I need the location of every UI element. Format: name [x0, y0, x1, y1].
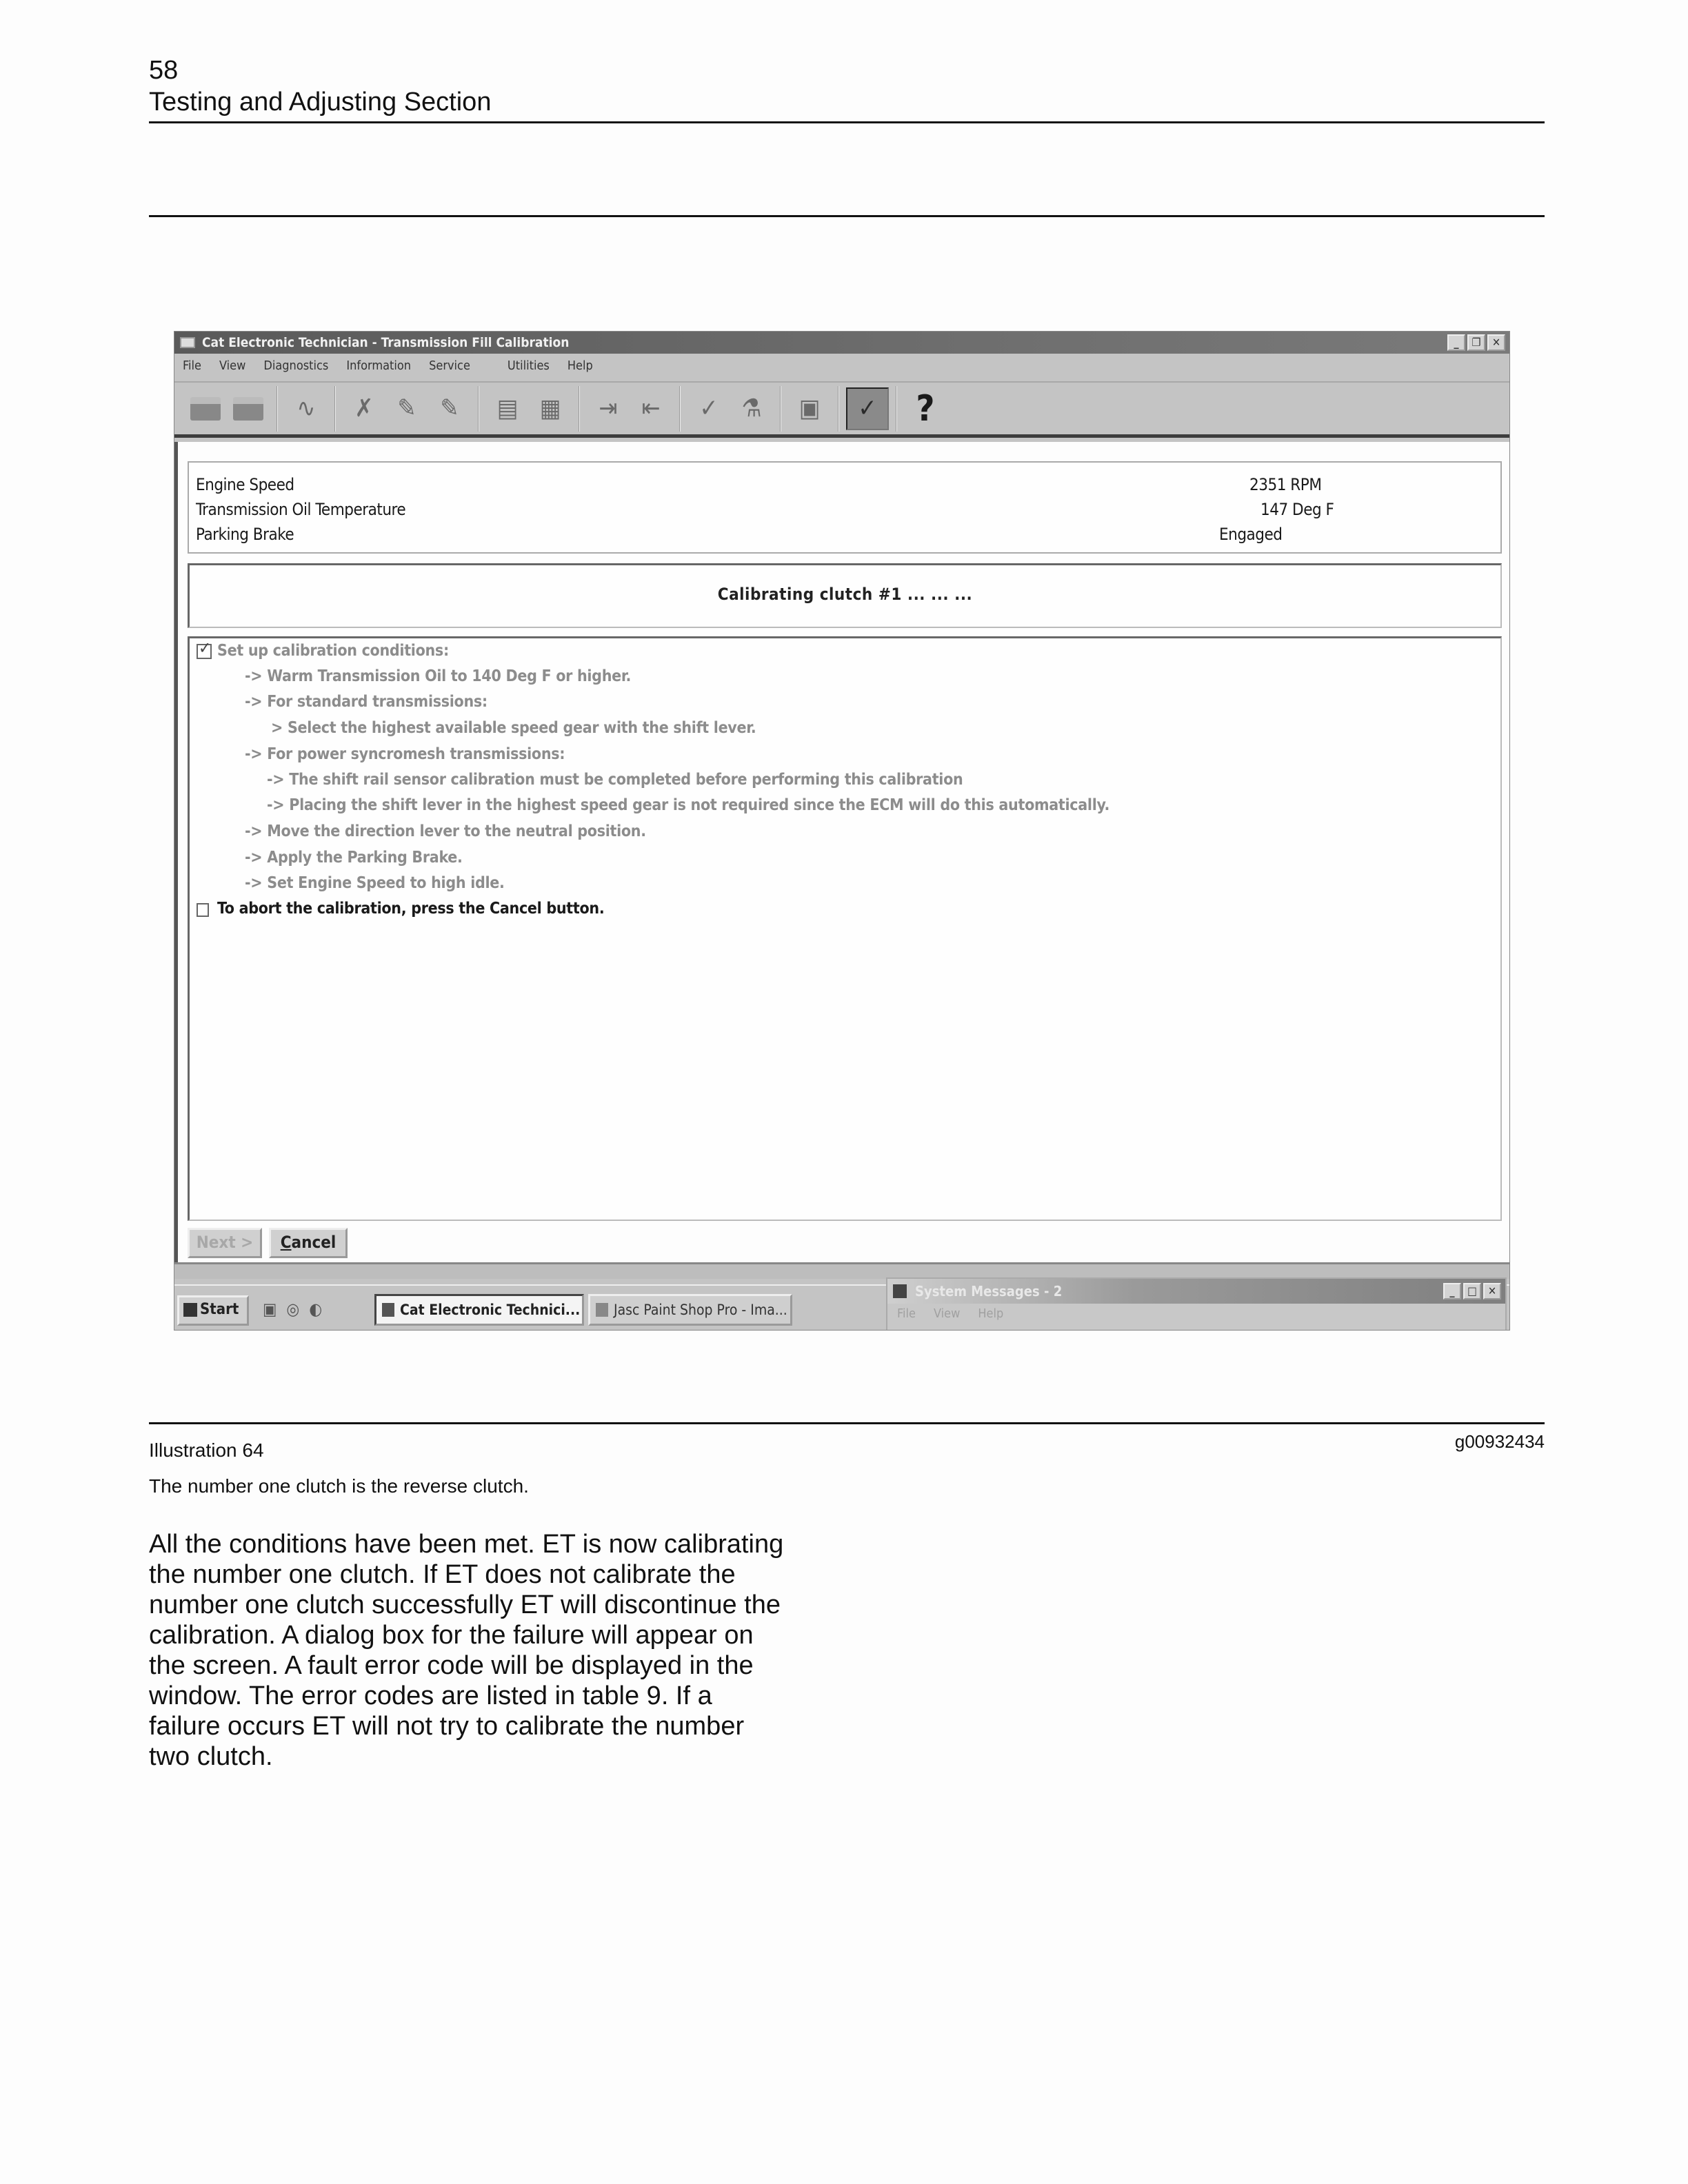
quick-launch — [263, 1300, 322, 1319]
windows-logo-icon — [183, 1303, 197, 1317]
cancel-button[interactable] — [269, 1228, 348, 1258]
step-item: -> For standard transmissions: — [245, 693, 488, 711]
window-controls — [1447, 334, 1505, 351]
step-item: -> For power syncromesh transmissions: — [245, 745, 565, 763]
body-paragraph: All the conditions have been met. ET is now calibrating the number one clutch. If ET does not calibrate the number one clutch successfully ET will discontinue the calibration. A dialog box for the failure will appear on the screen. A fault error code will be displayed in the window. The error codes are listed in table 9. If a failure occurs ET will not try to calibrate the number two clutch. — [149, 1530, 784, 1771]
maximize-icon[interactable]: □ — [1463, 1283, 1481, 1300]
illustration-id: g00932434 — [1454, 1431, 1545, 1452]
help-icon[interactable]: ? — [916, 387, 935, 429]
illustration-label: Illustration 64 — [149, 1439, 264, 1461]
step-item: -> Warm Transmission Oil to 140 Deg F or higher. — [245, 667, 632, 685]
toolbar-separator — [334, 386, 336, 432]
toolbar-separator — [679, 386, 681, 432]
menu-service[interactable]: Service — [429, 358, 470, 373]
step-item-abort: To abort the calibration, press the Cancel button. — [217, 900, 605, 918]
figure-bottom-rule — [149, 1422, 1545, 1424]
start-label: Start — [200, 1301, 239, 1318]
checkbox-unchecked-icon — [197, 903, 209, 917]
toolbar-separator — [780, 386, 781, 432]
paint-shop-icon — [596, 1303, 608, 1317]
param-name: Transmission Oil Temperature — [196, 500, 406, 519]
toolbar-separator — [277, 386, 278, 432]
calibration-panel — [174, 442, 1509, 1262]
event-codes-icon[interactable]: ✎ — [397, 394, 416, 423]
step-item: -> The shift rail sensor calibration must be completed before performing this calibration — [267, 771, 963, 789]
menu-diagnostics[interactable]: Diagnostics — [263, 358, 329, 373]
system-messages-menu — [897, 1306, 1003, 1321]
system-messages-titlebar — [887, 1279, 1505, 1304]
illustration-caption: The number one clutch is the reverse clutch. — [149, 1475, 529, 1497]
menu-help[interactable]: Help — [567, 358, 593, 373]
window-controls — [1443, 1283, 1501, 1300]
param-row-engine-speed — [196, 472, 1492, 497]
toolbar-separator — [478, 386, 479, 432]
menu-view[interactable]: View — [933, 1306, 961, 1321]
step-item: Set up calibration conditions: — [217, 642, 449, 660]
toolbar — [174, 381, 1509, 438]
show-desktop-icon[interactable]: ▣ — [263, 1300, 277, 1319]
minimize-icon[interactable]: _ — [1447, 334, 1465, 351]
taskbar-item-paint-shop[interactable] — [588, 1294, 792, 1326]
param-value: 147 Deg F — [1260, 500, 1334, 519]
printer-icon[interactable] — [184, 387, 227, 430]
header-rule — [149, 121, 1545, 123]
figure-top-rule — [149, 215, 1545, 217]
step-item: > Select the highest available speed gear with the shift lever. — [271, 719, 756, 737]
task-label: Cat Electronic Technici... — [400, 1302, 581, 1318]
menu-information[interactable]: Information — [346, 358, 412, 373]
menu-file[interactable]: File — [183, 358, 201, 373]
logged-events-icon[interactable]: ✎ — [440, 394, 459, 423]
tests-icon[interactable]: ⚗ — [741, 394, 762, 423]
toolbar-separator — [579, 386, 580, 432]
calibration-icon[interactable]: ✓ — [699, 394, 719, 423]
task-label: Jasc Paint Shop Pro - Ima... — [614, 1302, 787, 1318]
param-value: Engaged — [1219, 525, 1283, 544]
active-calibration-icon[interactable]: ✓ — [846, 387, 889, 430]
param-name: Engine Speed — [196, 475, 294, 494]
print-preview-icon[interactable] — [227, 387, 270, 430]
restore-icon[interactable]: ❐ — [1467, 334, 1485, 351]
system-messages-title: System Messages - 2 — [915, 1283, 1063, 1300]
instructions-box — [188, 636, 1502, 1221]
status-box — [188, 563, 1502, 628]
status-bar — [174, 1262, 1509, 1279]
step-item: -> Move the direction lever to the neutral position. — [245, 822, 646, 840]
close-icon[interactable]: ✕ — [1483, 1283, 1501, 1300]
toolbar-separator — [838, 386, 839, 432]
messages-icon — [893, 1284, 907, 1298]
menu-bar — [174, 354, 1509, 378]
toolbar-separator — [896, 386, 897, 432]
minimize-icon[interactable]: _ — [1443, 1283, 1461, 1300]
cancel-label: ancel — [291, 1233, 336, 1252]
parameter-box — [188, 461, 1502, 554]
app-icon — [180, 337, 195, 348]
close-icon[interactable]: ✕ — [1487, 334, 1505, 351]
browser-icon[interactable]: ◎ — [286, 1300, 300, 1319]
start-button[interactable] — [177, 1295, 249, 1326]
page-number: 58 — [149, 56, 179, 85]
system-messages-window[interactable] — [886, 1277, 1507, 1331]
menu-utilities[interactable]: Utilities — [507, 358, 550, 373]
step-item: -> Placing the shift lever in the highest speed gear is not required since the ECM will do this automatically. — [267, 796, 1110, 814]
connect-icon[interactable]: ⇥ — [599, 394, 618, 423]
ecm-summary-icon[interactable]: ▦ — [539, 394, 561, 423]
diagnostic-codes-icon[interactable]: ✗ — [354, 394, 374, 423]
cancel-mnemonic: C — [280, 1233, 292, 1252]
step-item: -> Set Engine Speed to high idle. — [245, 874, 505, 892]
outlook-icon[interactable]: ◐ — [309, 1300, 323, 1319]
param-name: Parking Brake — [196, 525, 294, 544]
section-title: Testing and Adjusting Section — [149, 88, 492, 117]
menu-view[interactable]: View — [219, 358, 246, 373]
disconnect-icon[interactable]: ⇤ — [641, 394, 661, 423]
calibration-status: Calibrating clutch #1 ... ... ... — [717, 585, 973, 604]
checkbox-checked-icon — [197, 644, 212, 659]
next-button[interactable]: Next > — [188, 1228, 262, 1258]
menu-file[interactable]: File — [897, 1306, 916, 1321]
ecm-icon[interactable]: ▣ — [798, 394, 821, 423]
param-row-parking-brake — [196, 522, 1492, 547]
waveform-icon[interactable]: ∿ — [297, 394, 316, 423]
app-window-screenshot — [174, 331, 1510, 1331]
window-title: Cat Electronic Technician - Transmission Fill Calibration — [202, 335, 570, 350]
taskbar-item-cat-et[interactable] — [374, 1294, 584, 1326]
step-item: -> Apply the Parking Brake. — [245, 849, 463, 867]
window-titlebar — [174, 332, 1509, 354]
menu-help[interactable]: Help — [978, 1306, 1004, 1321]
cat-et-icon — [382, 1303, 394, 1317]
param-row-oil-temp — [196, 497, 1492, 522]
status-icon[interactable]: ▤ — [496, 394, 519, 423]
param-value: 2351 RPM — [1249, 475, 1322, 494]
